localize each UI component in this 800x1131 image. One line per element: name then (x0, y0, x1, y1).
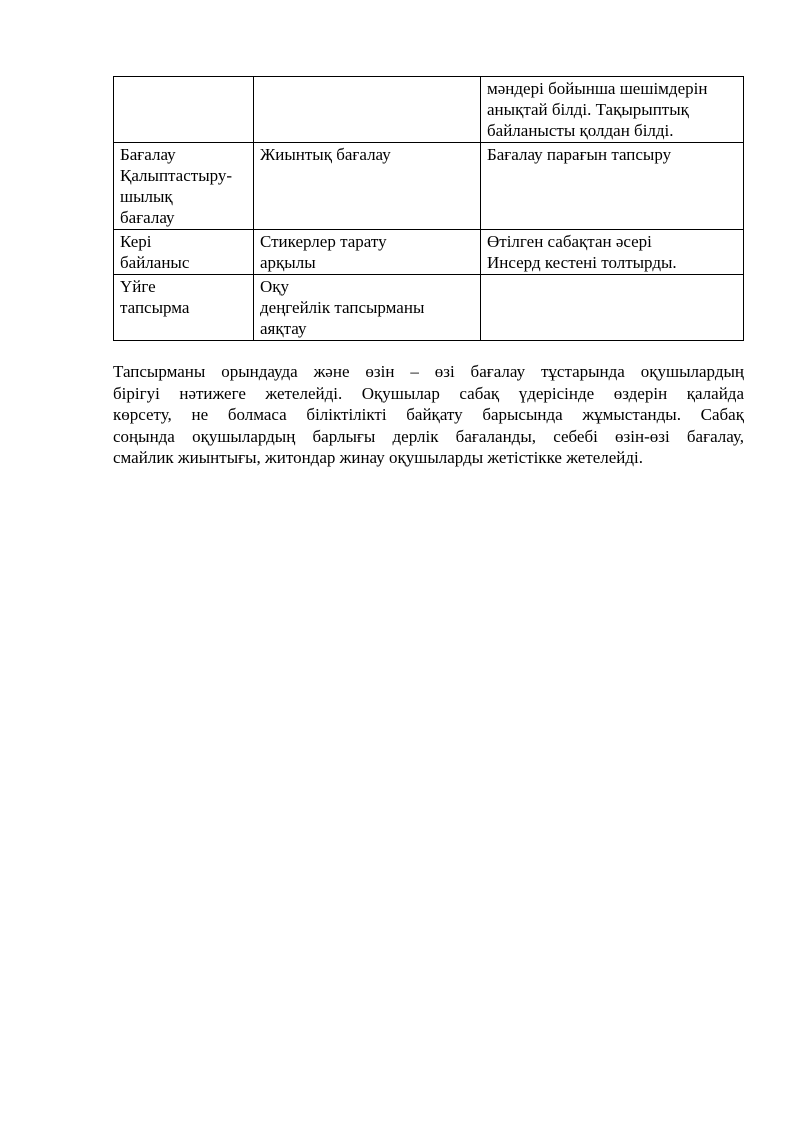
table-cell-result (481, 143, 744, 230)
cell-text-line: тапсырма (120, 298, 190, 317)
table-row (114, 275, 744, 341)
paragraph-line: Тапсырманы орындауда және өзін – өзі бағалау тұстарында оқушылардың (113, 362, 744, 381)
cell-text-line: Оқу (260, 277, 290, 296)
summary-paragraph (113, 361, 744, 469)
table-cell-method (254, 275, 481, 341)
cell-text-line: Инсерд кестені толтырды. (487, 253, 677, 272)
table-row (114, 143, 744, 230)
cell-text-line: анықтай білді. Тақырыптық (487, 100, 689, 119)
paragraph-line: көрсету, не болмаса біліктілікті байқату барысында жұмыстанды. Сабақ (113, 405, 744, 424)
table-cell-stage (114, 143, 254, 230)
table-row (114, 77, 744, 143)
table-cell-stage (114, 275, 254, 341)
cell-text-line: шылық (120, 187, 173, 206)
table-cell-result (481, 77, 744, 143)
table-cell-stage (114, 230, 254, 275)
lesson-table (113, 76, 744, 341)
cell-text-line: байланыс (120, 253, 190, 272)
paragraph-line: смайлик жиынтығы, житондар жинау оқушыларды жетістікке жетелейді. (113, 448, 643, 467)
table-cell-method (254, 77, 481, 143)
cell-text-line: бағалау (120, 208, 175, 227)
cell-text-line: Бағалау (120, 145, 176, 164)
cell-text-line: Жиынтық бағалау (260, 145, 391, 164)
cell-text-line: Қалыптастыру- (120, 166, 233, 185)
paragraph-line: соңында оқушылардың барлығы дерлік бағаланды, себебі өзін-өзі бағалау, (113, 426, 744, 446)
cell-text-line: Өтілген сабақтан әсері (487, 232, 652, 251)
table-cell-stage (114, 77, 254, 143)
cell-text-line: деңгейлік тапсырманы (260, 298, 425, 317)
cell-text-line: арқылы (260, 253, 316, 272)
cell-text-line: Бағалау парағын тапсыру (487, 145, 672, 164)
cell-text-line: байланысты қолдан білді. (487, 121, 674, 140)
cell-text-line: мәндері бойынша шешімдерін (487, 79, 708, 98)
table-cell-result (481, 275, 744, 341)
table-cell-method (254, 143, 481, 230)
table-row (114, 230, 744, 275)
table-cell-result (481, 230, 744, 275)
cell-text-line: Стикерлер тарату (260, 232, 387, 251)
table-cell-method (254, 230, 481, 275)
cell-text-line: аяқтау (260, 319, 307, 338)
paragraph-line: бірігуі нәтижеге жетелейді. Оқушылар сабақ үдерісінде өздерін қалайда (113, 383, 744, 403)
cell-text-line: Кері (120, 232, 152, 251)
cell-text-line: Үйге (120, 277, 156, 296)
